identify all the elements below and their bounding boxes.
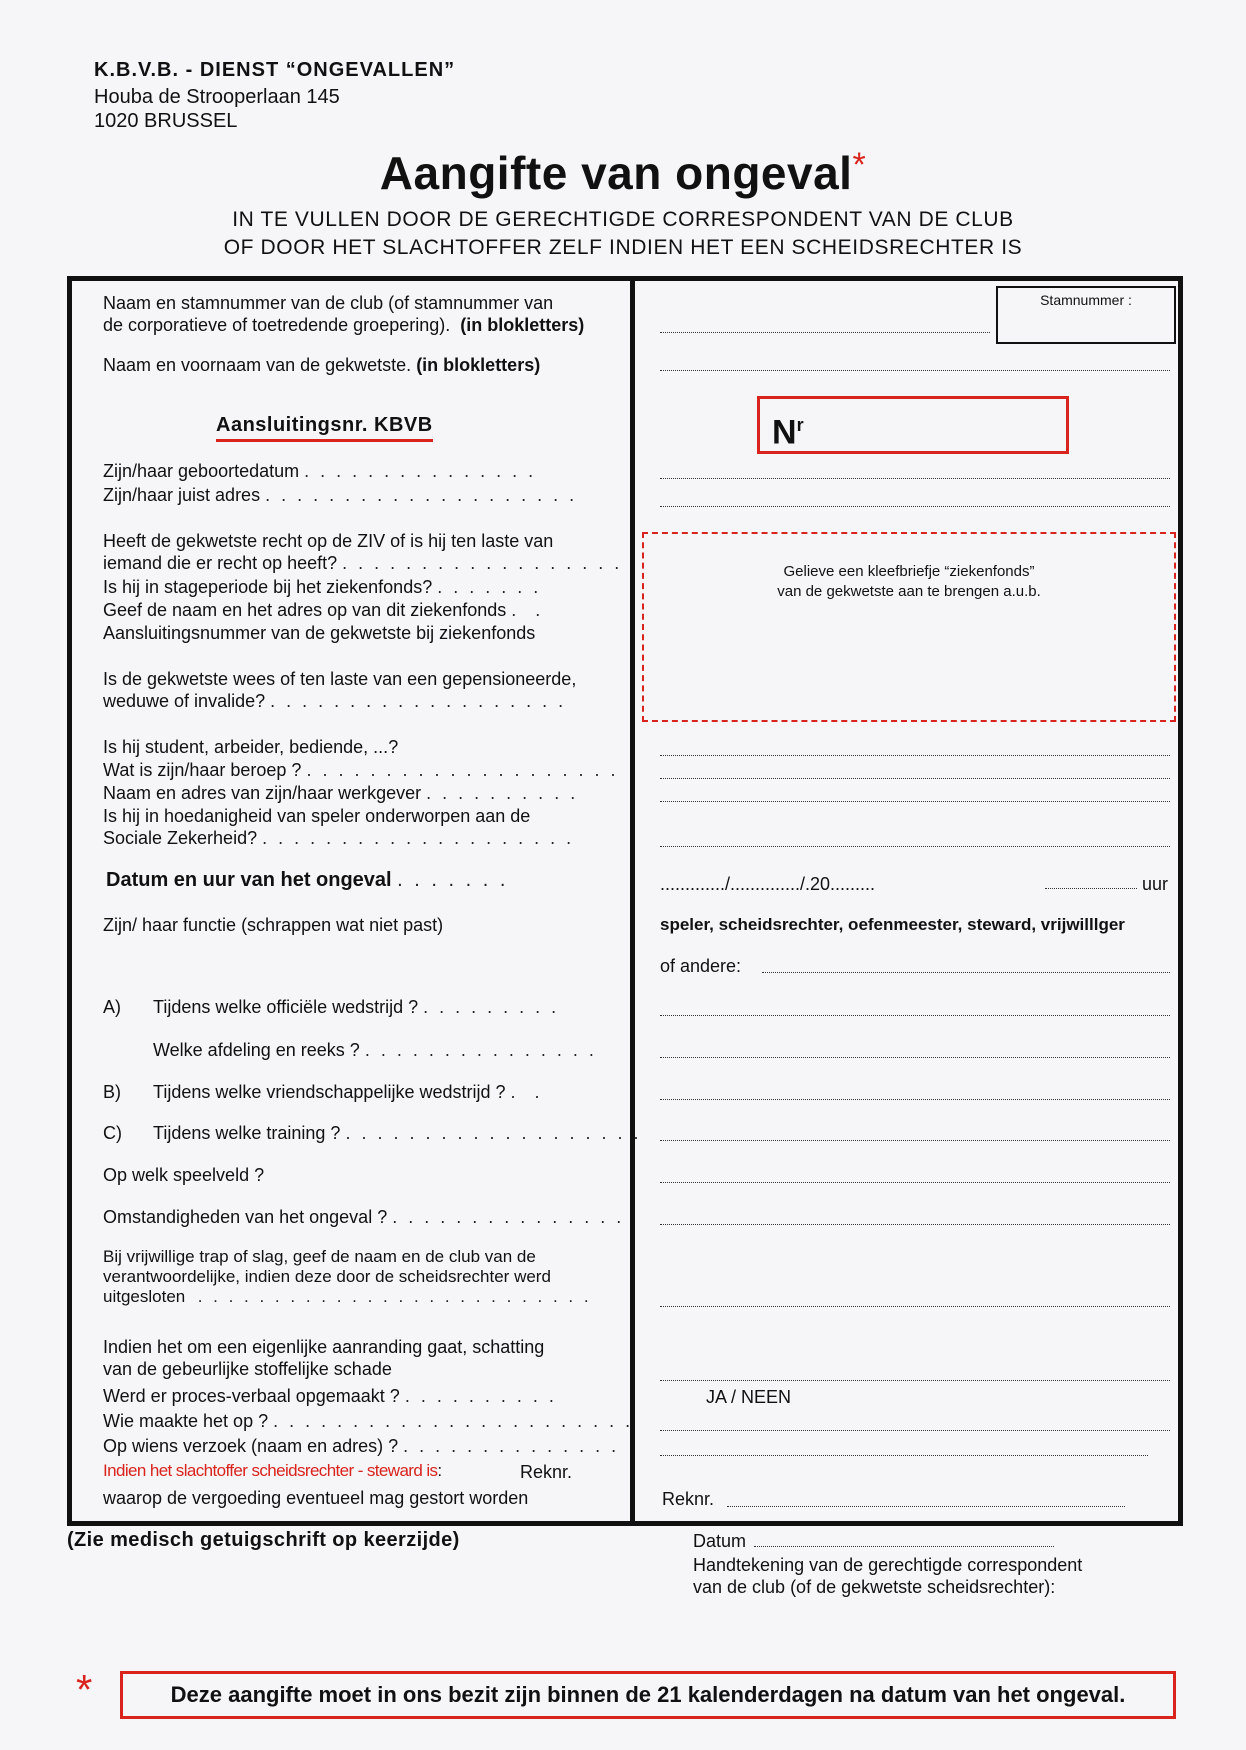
question-ziekenfonds-number: Aansluitingsnummer van de gekwetste bij ziekenfonds [103, 623, 536, 643]
answer-time-line[interactable] [1045, 888, 1137, 889]
datum-line[interactable] [754, 1546, 1054, 1547]
answer-reknr-line[interactable] [727, 1506, 1125, 1507]
question-ziv: Heeft de gekwetste recht op de ZIV of is hij ten laste van iemand die er recht op heeft? . . . . . . . . . . . . . . . . . . [103, 531, 623, 573]
label-a: A) [103, 997, 121, 1017]
stamnummer-box[interactable] [996, 286, 1176, 344]
answer-birthdate-line[interactable] [660, 478, 1170, 479]
stamnummer-label: Stamnummer : [1040, 292, 1132, 308]
question-ziekenfonds-name: Geef de naam en het adres op van dit ziekenfonds . . [103, 600, 544, 620]
aansluitingsnr-label: Aansluitingsnr. KBVB [216, 414, 433, 442]
answer-speelveld-line[interactable] [660, 1182, 1170, 1183]
question-stage: Is hij in stageperiode bij het ziekenfonds? . . . . . . . [103, 577, 542, 597]
answer-ja-neen[interactable]: JA / NEEN [706, 1387, 792, 1407]
answer-date-field[interactable]: ............./............../.20......... [660, 874, 876, 894]
answer-omstandigheden-line[interactable] [660, 1224, 1170, 1225]
question-aanranding: Indien het om een eigenlijke aanranding gaat, schatting van de gebeurlijke stoffelijke schade [103, 1337, 545, 1379]
question-proces-verbaal: Werd er proces-verbaal opgemaakt ? . . . . . . . . . . [103, 1386, 557, 1406]
column-divider [630, 276, 635, 1526]
question-functie: Zijn/ haar functie (schrappen wat niet past) [103, 915, 444, 935]
uur-label: uur [1142, 874, 1169, 894]
question-afdeling-reeks: Welke afdeling en reeks ? . . . . . . . . . . . . . . . [153, 1040, 597, 1060]
label-b: B) [103, 1082, 121, 1102]
answer-sociale-zekerheid-line[interactable] [660, 846, 1170, 847]
answer-afdeling-line[interactable] [660, 1057, 1170, 1058]
question-address: Zijn/haar juist adres . . . . . . . . . . . . . . . . . . . . [103, 485, 578, 505]
answer-address-line[interactable] [660, 506, 1170, 507]
question-vergoeding: waarop de vergoeding eventueel mag gestort worden [103, 1488, 529, 1508]
answer-trap-line[interactable] [660, 1306, 1170, 1307]
question-omstandigheden: Omstandigheden van het ongeval ? . . . . . . . . . . . . . . . [103, 1207, 625, 1227]
org-name: K.B.V.B. - DIENST “ONGEVALLEN” [94, 59, 456, 81]
question-speelveld: Op welk speelveld ? [103, 1165, 265, 1185]
question-slachtoffer: Indien het slachtoffer scheidsrechter - steward is: [103, 1461, 442, 1480]
question-vriendschappelijke-wedstrijd: Tijdens welke vriendschappelijke wedstrijd ? . . [153, 1082, 543, 1102]
question-name: Naam en voornaam van de gekwetste. (in blokletters) [103, 355, 541, 375]
answer-vriendschappelijk-line[interactable] [660, 1099, 1170, 1100]
page-title: Aangifte van ongeval* [379, 146, 867, 199]
question-reknr-label: Reknr. [520, 1462, 573, 1482]
answer-student-line[interactable] [660, 755, 1170, 756]
question-trap-slag: Bij vrijwillige trap of slag, geef de naam en de club van de verantwoordelijke, indien deze door de scheidsrechter werd uitgesloten . . . . . . . . . . . . . . . . . . . . . . . . . . [103, 1247, 592, 1306]
answer-training-line[interactable] [660, 1140, 1170, 1141]
answer-werkgever-line[interactable] [660, 801, 1170, 802]
question-beroep: Wat is zijn/haar beroep ? . . . . . . . . . . . . . . . . . . . . [103, 760, 619, 780]
title-asterisk: * [852, 146, 867, 184]
answer-aanranding-line[interactable] [660, 1380, 1170, 1381]
answer-andere-line[interactable] [762, 972, 1170, 973]
deadline-notice: Deze aangifte moet in ons bezit zijn binnen de 21 kalenderdagen na datum van het ongeval. [120, 1671, 1176, 1719]
question-verzoek: Op wiens verzoek (naam en adres) ? . . . . . . . . . . . . . . [103, 1436, 620, 1456]
answer-verzoek-line[interactable] [660, 1455, 1148, 1456]
question-wie: Wie maakte het op ? . . . . . . . . . . . . . . . . . . . . . . . [103, 1411, 634, 1431]
question-birthdate: Zijn/haar geboortedatum . . . . . . . . . . . . . . . [103, 461, 537, 481]
answer-name-line[interactable] [660, 370, 1170, 371]
kleefbriefje-area: Gelieve een kleefbriefje “ziekenfonds” van de gekwetste aan te brengen a.u.b. [642, 532, 1176, 722]
question-officiele-wedstrijd: Tijdens welke officiële wedstrijd ? . . . . . . . . . [153, 997, 560, 1017]
footer-asterisk: * [76, 1666, 93, 1713]
question-club: Naam en stamnummer van de club (of stamnummer van de corporatieve of toetredende groepering). (in blokletters) [103, 293, 585, 335]
aansluitingsnr-box[interactable]: $N^r$ [757, 396, 1069, 454]
answer-wie-line[interactable] [660, 1430, 1170, 1431]
functie-options[interactable]: speler, scheidsrechter, oefenmeester, steward, vrijwilllger [660, 915, 1125, 934]
zie-medisch-note: (Zie medisch getuigschrift op keerzijde) [67, 1529, 460, 1551]
label-c: C) [103, 1123, 122, 1143]
answer-club-line[interactable] [660, 332, 990, 333]
right-reknr-label: Reknr. [662, 1489, 715, 1509]
question-werkgever: Naam en adres van zijn/haar werkgever . . . . . . . . . . [103, 783, 579, 803]
question-wees: Is de gekwetste wees of ten laste van een gepensioneerde, weduwe of invalide? . . . . . . . . . . . . . . . . . . . [103, 669, 577, 711]
org-city: 1020 BRUSSEL [94, 110, 238, 132]
org-street: Houba de Strooperlaan 145 [94, 86, 340, 108]
subtitle-line-2: OF DOOR HET SLACHTOFFER ZELF INDIEN HET EEN SCHEIDSRECHTER IS [223, 236, 1023, 259]
question-datum-ongeval: Datum en uur van het ongeval . . . . . . . [106, 869, 509, 891]
question-student: Is hij student, arbeider, bediende, ...? [103, 737, 399, 757]
of-andere-label: of andere: [660, 956, 742, 976]
answer-beroep-line[interactable] [660, 778, 1170, 779]
question-sociale-zekerheid: Is hij in hoedanigheid van speler onderworpen aan de Sociale Zekerheid? . . . . . . . . . . . . . . . . . . . . [103, 806, 575, 848]
subtitle-line-1: IN TE VULLEN DOOR DE GERECHTIGDE CORRESPONDENT VAN DE CLUB [232, 208, 1014, 231]
signature-label: Handtekening van de gerechtigde correspondent van de club (of de gekwetste scheidsrechter): [693, 1555, 1083, 1597]
answer-officiele-line[interactable] [660, 1015, 1170, 1016]
datum-label: Datum [693, 1531, 747, 1551]
question-training: Tijdens welke training ? . . . . . . . . . . . . . . . . . . . [153, 1123, 642, 1143]
